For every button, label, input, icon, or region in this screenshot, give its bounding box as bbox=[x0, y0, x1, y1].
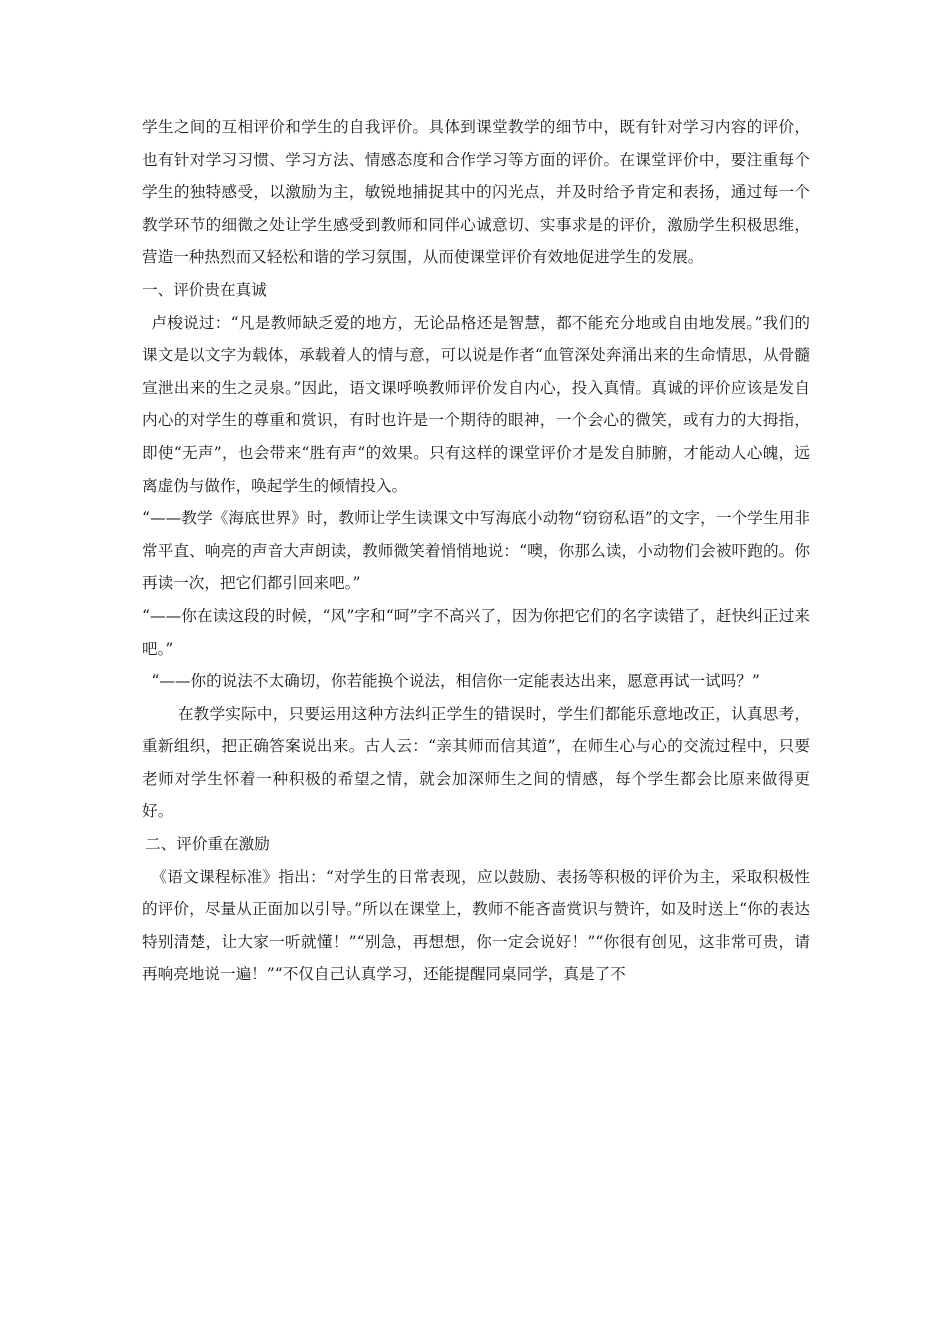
body-paragraph: 学生之间的互相评价和学生的自我评价。具体到课堂教学的细节中，既有针对学习内容的评价，也有针对学习习惯、学习方法、情感态度和合作学习等方面的评价。在课堂评价中，要注重每个学生的独特感受，以激励为主，敏锐地捕捉其中的闪光点，并及时给予肯定和表扬，通过每一个教学环节的细微之处让学生感受到教师和同伴心诚意切、实事求是的评价，激励学生积极思维，营造一种热烈而又轻松和谐的学习氛围，从而使课堂评价有效地促进学生的发展。 bbox=[142, 118, 810, 267]
body-paragraph: 在教学实际中，只要运用这种方法纠正学生的错误时，学生们都能乐意地改正，认真思考，重新组织，把正确答案说出来。古人云：“亲其师而信其道”，在师生心与心的交流过程中，只要老师对学生怀着一种积极的希望之情，就会加深师生之间的情感，每个学生都会比原来做得更好。 bbox=[142, 704, 810, 821]
section-heading: 二、评价重在激励 bbox=[145, 835, 270, 854]
quote-paragraph: “——你在读这段的时候，“风”字和“呵”字不高兴了，因为你把它们的名字读错了，赶快纠正过来吧。” bbox=[142, 606, 810, 658]
body-paragraph: 《语文课程标准》指出：“对学生的日常表现，应以鼓励、表扬等积极的评价为主，采取积极性的评价，尽量从正面加以引导。”所以在课堂上，教师不能吝啬赏识与赞许，如及时送上“你的表达特别清楚，让大家一听就懂！”“别急，再想想，你一定会说好！”“你很有创见，这非常可贵，请再响亮地说一遍！”“不仅自己认真学习，还能提醒同桌同学，真是了不 bbox=[142, 867, 810, 984]
document-body bbox=[142, 111, 810, 991]
body-paragraph: 卢梭说过：“凡是教师缺乏爱的地方，无论品格还是智慧，都不能充分地或自由地发展。”我们的课文是以文字为载体，承载着人的情与意，可以说是作者“血管深处奔涌出来的生命情思，从骨髓宣泄出来的生之灵泉。”因此，语文课呼唤教师评价发自内心，投入真情。真诚的评价应该是发自内心的对学生的尊重和赏识，有时也许是一个期待的眼神，一个会心的微笑，或有力的大拇指，即使“无声”，也会带来“胜有声“的效果。只有这样的课堂评价才是发自肺腑，才能动人心魄，远离虚伪与做作，唤起学生的倾情投入。 bbox=[142, 313, 810, 495]
quote-paragraph: “——教学《海底世界》时，教师让学生读课文中写海底小动物“窃窃私语”的文字，一个学生用非常平直、响亮的声音大声朗读，教师微笑着悄悄地说：“噢，你那么读，小动物们会被吓跑的。你再读一次，把它们都引回来吧。” bbox=[142, 509, 810, 593]
section-heading: 一、评价贵在真诚 bbox=[142, 280, 267, 299]
quote-paragraph: “——你的说法不太确切，你若能换个说法，相信你一定能表达出来，愿意再试一试吗？” bbox=[151, 672, 760, 691]
